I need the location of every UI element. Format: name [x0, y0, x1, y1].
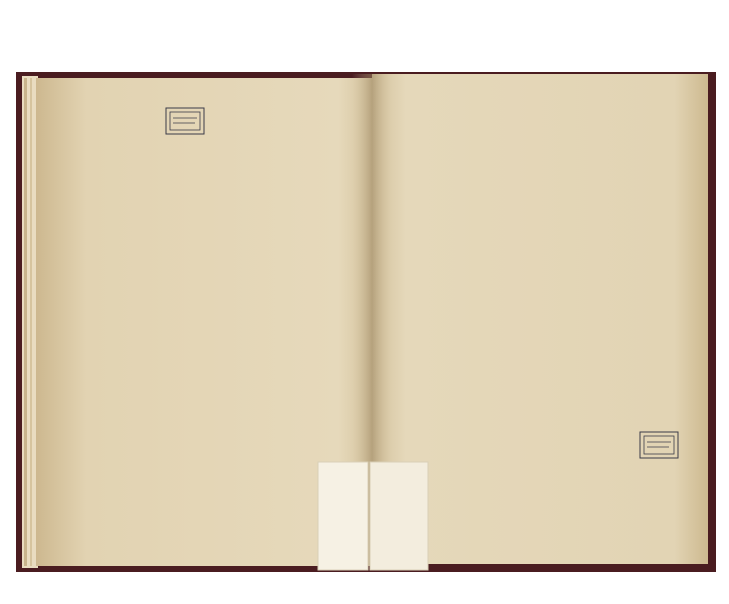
blank-leaf-left: [318, 462, 368, 570]
blank-leaf-right: [370, 462, 428, 570]
